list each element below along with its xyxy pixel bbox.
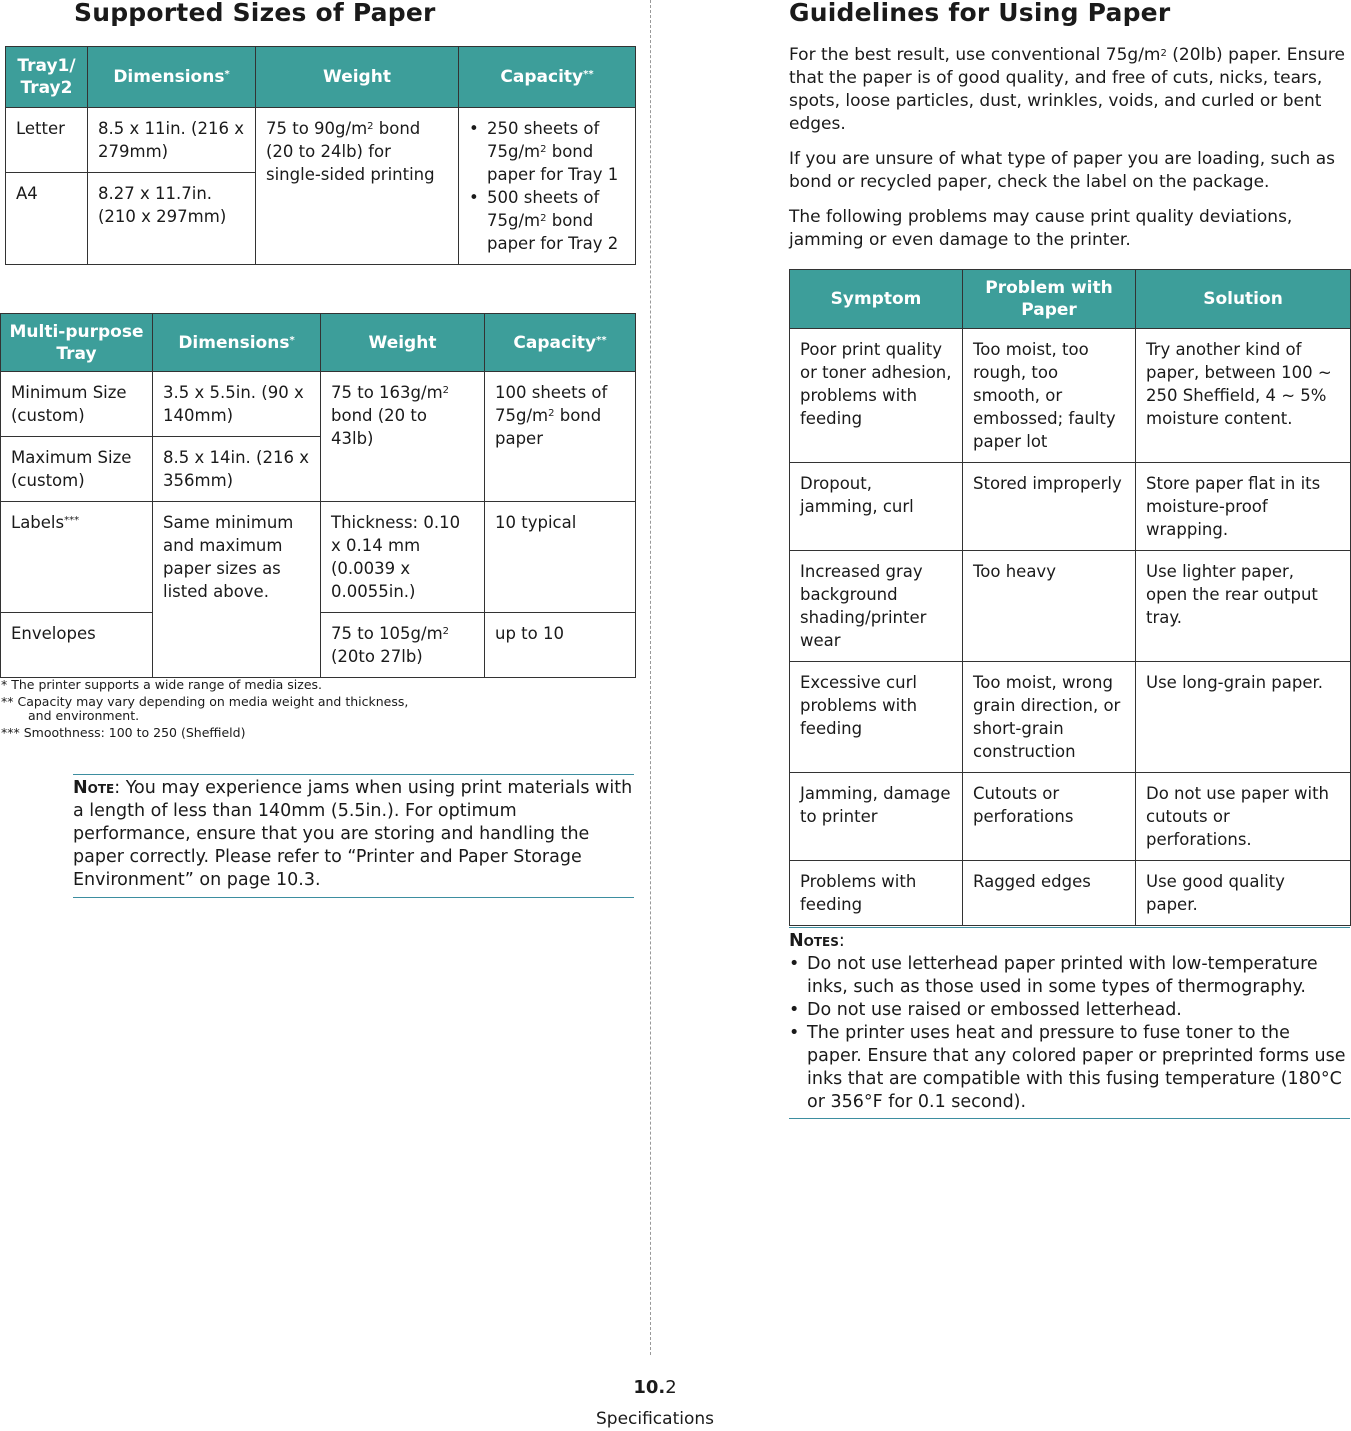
mp-cell-min-dim: 3.5 x 5.5in. (90 x 140mm) (153, 372, 321, 437)
note-label: Note (73, 778, 115, 798)
symptom-cell: Problems with feeding (790, 861, 963, 926)
notes-item: • Do not use letterhead paper printed with low-temperature inks, such as those used in some types of thermography. (789, 953, 1350, 999)
page-number: 10.2 (633, 1377, 677, 1398)
solution-cell: Do not use paper with cutouts or perforations. (1136, 773, 1351, 861)
mp-table (0, 313, 636, 678)
left-note (73, 777, 634, 892)
tray-header-dimensions: Dimensions* (88, 47, 256, 108)
tray-cell-letter-dimensions: 8.5 x 11in. (216 x 279mm) (88, 108, 256, 173)
mp-cell-min-size: Minimum Size (custom) (1, 372, 153, 437)
capacity-tray1: • 250 sheets of $75g/m^2$ bond paper for Tray 1 (469, 117, 625, 186)
notes-item: • Do not use raised or embossed letterhead. (789, 999, 1350, 1022)
notes-bottom-rule (789, 1118, 1350, 1119)
footnote-2-cont: and environment. (28, 708, 140, 723)
notes-label: Notes (789, 931, 839, 951)
mp-cell-env-capacity: up to 10 (485, 613, 636, 678)
tray-table (5, 46, 636, 265)
mp-cell-max-size: Maximum Size (custom) (1, 437, 153, 502)
tray-cell-capacity (459, 108, 636, 265)
guideline-paragraph-1: For the best result, use conventional $75g/m^2$ (20lb) paper. Ensure that the paper is of good quality, and free of cuts, nicks, tears, spots, loose particles, dust, wrinkles, voids, and curled or bent edges. (789, 45, 1345, 134)
symptom-header-problem: Problem with Paper (963, 270, 1136, 329)
footnote-1: * The printer supports a wide range of media sizes. (1, 677, 322, 692)
mp-cell-size-weight: 75 to $163g/m^2$ bond (20 to 43lb) (321, 372, 485, 502)
mp-cell-max-dim: 8.5 x 14in. (216 x 356mm) (153, 437, 321, 502)
notes-top-rule (789, 927, 1350, 928)
solution-cell: Use lighter paper, open the rear output tray. (1136, 551, 1351, 662)
solution-cell: Store paper flat in its moisture-proof wrapping. (1136, 463, 1351, 551)
note-bottom-rule (73, 897, 634, 898)
problem-cell: Too heavy (963, 551, 1136, 662)
column-divider (650, 0, 651, 1355)
symptom-header-symptom: Symptom (790, 270, 963, 329)
solution-cell: Use good quality paper. (1136, 861, 1351, 926)
note-text: : You may experience jams when using print materials with a length of less than 140mm (5.5in.). For optimum performance, ensure that you are storing and handling the paper correctly. Please refer to “Printer and Paper Storage Environment” on page 10.3. (73, 778, 633, 890)
symptom-cell: Jamming, damage to printer (790, 773, 963, 861)
symptom-cell: Poor print quality or toner adhesion, problems with feeding (790, 329, 963, 463)
symptom-cell: Dropout, jamming, curl (790, 463, 963, 551)
mp-cell-env-weight: 75 to $105g/m^2$ (20to 27lb) (321, 613, 485, 678)
problem-cell: Ragged edges (963, 861, 1136, 926)
mp-header-weight: Weight (321, 314, 485, 372)
capacity-tray2: • 500 sheets of $75g/m^2$ bond paper for Tray 2 (469, 186, 625, 255)
problem-cell: Too moist, wrong grain direction, or short-grain construction (963, 662, 1136, 773)
tray-cell-a4-dimensions: 8.27 x 11.7in. (210 x 297mm) (88, 173, 256, 265)
mp-cell-labels-weight: Thickness: 0.10 x 0.14 mm (0.0039 x 0.0055in.) (321, 502, 485, 613)
tray-cell-weight: 75 to $90g/m^2$ bond (20 to 24lb) for single-sided printing (256, 108, 459, 265)
symptom-header-solution: Solution (1136, 270, 1351, 329)
footnote-3: *** Smoothness: 100 to 250 (Sheffield) (1, 725, 246, 740)
tray-cell-a4: A4 (6, 173, 88, 265)
symptom-table (789, 269, 1351, 926)
solution-cell: Try another kind of paper, between 100 ~ 250 Sheffield, 4 ~ 5% moisture content. (1136, 329, 1351, 463)
mp-cell-labels-capacity: 10 typical (485, 502, 636, 613)
left-title: Supported Sizes of Paper (74, 0, 436, 27)
notes-item: • The printer uses heat and pressure to fuse toner to the paper. Ensure that any colored paper or preprinted forms use inks that are compatible with this fusing temperature (180°C or 356°F for 0.1 second). (789, 1022, 1350, 1114)
mp-cell-envelopes: Envelopes (1, 613, 153, 678)
footnote-2: ** Capacity may vary depending on media weight and thickness, (1, 694, 409, 709)
footer-section: Specifications (595, 1409, 714, 1429)
problem-cell: Stored improperly (963, 463, 1136, 551)
right-notes: Notes: • Do not use letterhead paper printed with low-temperature inks, such as those used in some types of thermography. • Do not use raised or embossed letterhead. • The printer uses heat and pressure to fuse toner to the paper. Ensure that any colored paper or preprinted forms use inks that are compatible with this fusing temperature (180°C or 356°F for 0.1 second). (789, 930, 1350, 1114)
tray-header-capacity: Capacity** (459, 47, 636, 108)
note-top-rule (73, 774, 634, 775)
symptom-cell: Increased gray background shading/printer wear (790, 551, 963, 662)
right-title: Guidelines for Using Paper (789, 0, 1171, 27)
problem-cell: Cutouts or perforations (963, 773, 1136, 861)
solution-cell: Use long-grain paper. (1136, 662, 1351, 773)
mp-cell-labels-dim: Same minimum and maximum paper sizes as listed above. (153, 502, 321, 678)
problem-cell: Too moist, too rough, too smooth, or embossed; faulty paper lot (963, 329, 1136, 463)
mp-header-dimensions: Dimensions* (153, 314, 321, 372)
tray-cell-letter: Letter (6, 108, 88, 173)
mp-header-tray: Multi-purpose Tray (1, 314, 153, 372)
mp-cell-labels: Labels*** (1, 502, 153, 613)
guideline-paragraph-3: The following problems may cause print quality deviations, jamming or even damage to the printer. (789, 207, 1293, 250)
mp-cell-size-capacity: 100 sheets of $75g/m^2$ bond paper (485, 372, 636, 502)
tray-header-weight: Weight (256, 47, 459, 108)
guideline-paragraph-2: If you are unsure of what type of paper you are loading, such as bond or recycled paper, check the label on the package. (789, 149, 1335, 192)
symptom-cell: Excessive curl problems with feeding (790, 662, 963, 773)
mp-header-capacity: Capacity** (485, 314, 636, 372)
tray-header-tray: Tray1/ Tray2 (6, 47, 88, 108)
